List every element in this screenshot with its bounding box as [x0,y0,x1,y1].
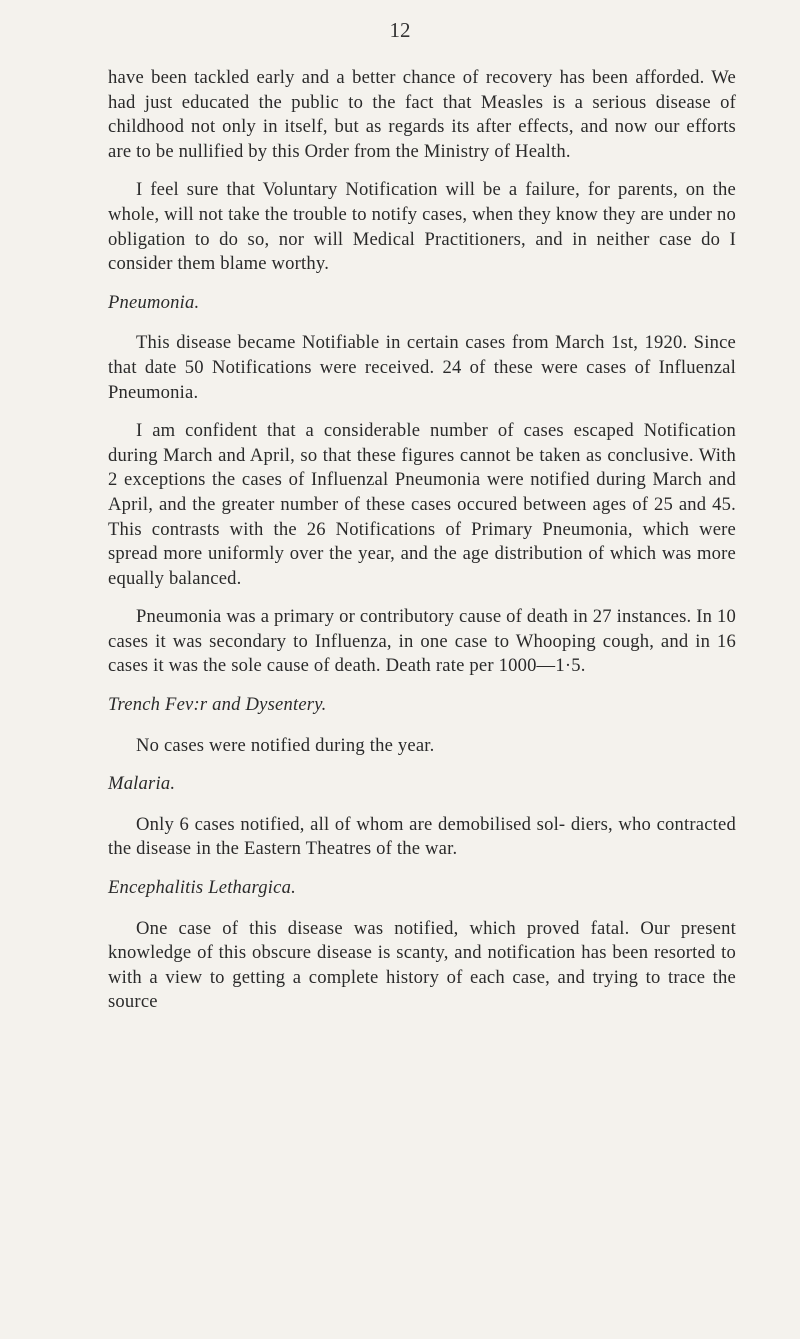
heading-malaria: Malaria. [108,773,176,795]
paragraph-voluntary-notification: I feel sure that Voluntary Notification will be a failure, for parents, on the whole, will not take the trouble to notify cases, when they know they are under no obligation to do so, nor will Medical Practitioners, and in neither case do I consider them blame worthy. [108,179,736,275]
page-number: 12 [389,18,411,42]
paragraph-encephalitis: One case of this disease was notified, which proved fatal. Our present knowledge of this obscure disease is scanty, and notification has been resorted to with a view to getting a complete history of each case, and trying to trace the source [108,917,736,1013]
heading-pneumonia: Pneumonia. [108,291,200,313]
paragraph-measles-continued: have been tackled early and a better chance of recovery has been afforded. We had just educated the public to the fact that Measles is a serious disease of childhood not only in itself, but as regards its after effects, and now our efforts are to be nullified by this Order from the Ministry of Health. [108,67,736,162]
paragraph-malaria: Only 6 cases notified, all of whom are demobilised sol- diers, who contracted the disease in the Eastern Theatres of the war. [108,813,736,860]
paragraph-pneumonia-notifiable: This disease became Notifiable in certain cases from March 1st, 1920. Since that date 50 Notifications were received. 24 of these were cases of Influenzal Pneumonia. [108,332,736,403]
paragraph-pneumonia-notifications: I am confident that a considerable number of cases escaped Notification during March and April, so that these figures cannot be taken as conclusive. With 2 exceptions the cases of Influenzal Pneumonia were notified during March and April, and the greater number of these cases occured between ages of 25 and 45. This contrasts with the 26 Notifications of Primary Pneumonia, which were spread more uniformly over the year, and the age distribution of which was more equally balanced. [108,420,736,589]
paragraph-pneumonia-deaths: Pneumonia was a primary or contributory cause of death in 27 instances. In 10 cases it was secondary to Influenza, in one case to Whooping cough, and in 16 cases it was the sole cause of death. Death rate per 1000—1·5. [108,606,736,677]
paragraph-trench-fever: No cases were notified during the year. [136,734,435,756]
heading-encephalitis: Encephalitis Lethargica. [108,877,296,899]
document-body [108,66,736,1029]
heading-trench-fever: Trench Fev:r and Dysentery. [108,694,327,716]
